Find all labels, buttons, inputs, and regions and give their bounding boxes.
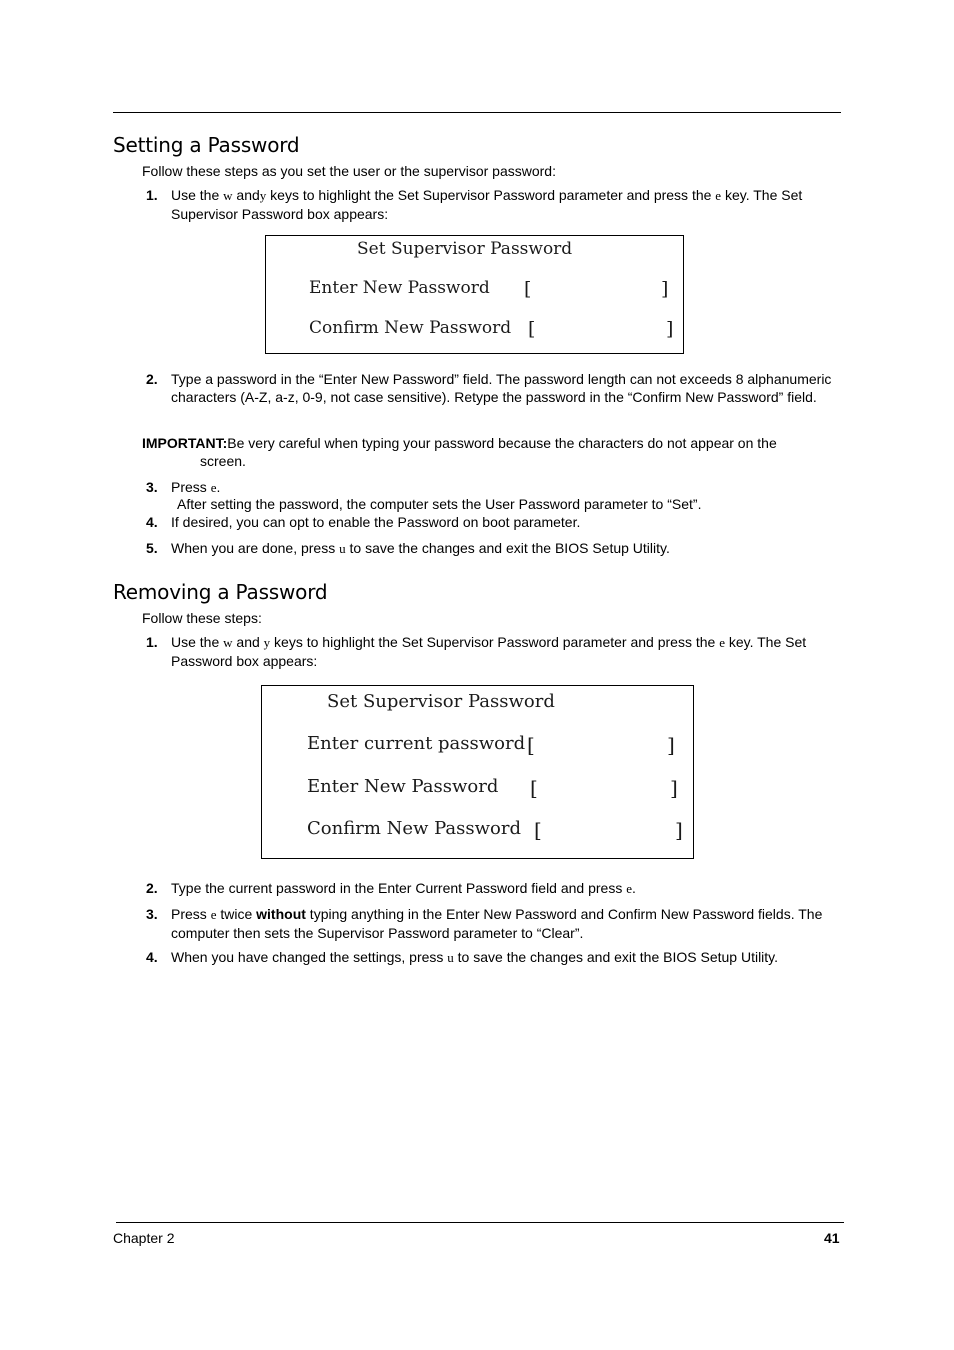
step-item	[146, 948, 838, 967]
step-item	[146, 879, 838, 898]
bios-field-close-bracket: ]	[670, 776, 678, 800]
key-glyph: u	[447, 950, 454, 965]
emphasis-text: without	[256, 906, 306, 922]
step-text: Press e twice without typing anything in the Enter New Password and Confirm New Password fields. The computer then sets the Supervisor Password parameter to “Clear”.	[171, 906, 823, 941]
step-item	[146, 513, 838, 531]
bios-field-open-bracket: [	[534, 818, 542, 842]
key-glyph: e	[715, 188, 722, 203]
bios-field-label: Confirm New Password	[309, 318, 512, 338]
key-glyph: w	[223, 188, 233, 203]
bios-field-label: Confirm New Password	[307, 818, 522, 839]
bios-set-password-box	[265, 235, 684, 354]
step-number: 3.	[146, 479, 158, 495]
page-number: 41	[824, 1230, 840, 1246]
step-item	[146, 539, 838, 558]
step-text: When you have changed the settings, press u to save the changes and exit the BIOS Setup Utility.	[171, 949, 779, 965]
bios-field-open-bracket: [	[530, 776, 538, 800]
step-number: 4.	[146, 949, 158, 965]
bios-field-close-bracket: ]	[675, 818, 683, 842]
section-heading-removing-password: Removing a Password	[113, 580, 328, 604]
bios-field-close-bracket: ]	[667, 733, 675, 757]
step-text: Type a password in the “Enter New Password” field. The password length can not exceeds 8 alphanumeric characters (A-Z, a-z, 0-9, not case sensitive). Retype the password in the “Confirm New Password” field.	[171, 371, 832, 405]
step-note: After setting the password, the computer sets the User Password parameter to “Set”.	[177, 496, 702, 512]
header-rule	[113, 112, 841, 113]
bios-field-open-bracket: [	[527, 733, 535, 757]
bios-set-password-box	[261, 685, 694, 859]
footer-rule	[116, 1222, 844, 1223]
step-text: Type the current password in the Enter Current Password field and press e.	[171, 880, 636, 896]
bios-box-title: Set Supervisor Password	[357, 239, 573, 259]
step-item	[146, 633, 838, 670]
important-text-continued: screen.	[200, 453, 246, 469]
step-number: 4.	[146, 514, 158, 530]
step-text: If desired, you can opt to enable the Password on boot parameter.	[171, 514, 581, 530]
key-glyph: u	[339, 541, 346, 556]
key-glyph: e	[210, 480, 217, 495]
bios-field-close-bracket: ]	[661, 278, 669, 300]
step-number: 2.	[146, 371, 158, 387]
footer-chapter-label: Chapter 2	[113, 1230, 175, 1246]
step-number: 5.	[146, 540, 158, 556]
key-glyph: e	[719, 635, 725, 650]
bios-box-title: Set Supervisor Password	[327, 691, 555, 712]
key-glyph: y	[263, 635, 271, 650]
step-item	[146, 905, 838, 942]
step-item	[146, 186, 838, 223]
important-text: Be very careful when typing your password because the characters do not appear on the	[227, 435, 777, 451]
step-item	[146, 370, 838, 406]
step-text: Press e.	[171, 479, 221, 495]
bios-field-label: Enter New Password	[307, 776, 499, 797]
bios-field-label: Enter current password	[307, 733, 526, 754]
key-glyph: w	[223, 635, 233, 650]
important-label: IMPORTANT:	[142, 435, 228, 451]
key-glyph: e	[210, 907, 217, 922]
step-number: 1.	[146, 187, 158, 203]
bios-field-open-bracket: [	[528, 318, 536, 340]
bios-field-open-bracket: [	[524, 278, 532, 300]
important-note	[142, 434, 812, 470]
section-heading-setting-password: Setting a Password	[113, 133, 300, 157]
step-number: 3.	[146, 906, 158, 922]
key-glyph: y	[259, 188, 267, 203]
step-text: Use the w and y keys to highlight the Set Supervisor Password parameter and press the e key. The Set Password box appears:	[171, 634, 807, 669]
bios-field-close-bracket: ]	[666, 318, 674, 340]
step-text: Use the w andy keys to highlight the Set Supervisor Password parameter and press the e key. The Set Supervisor Password box appears:	[171, 187, 803, 222]
step-number: 2.	[146, 880, 158, 896]
section-intro: Follow these steps:	[142, 610, 262, 626]
section-intro: Follow these steps as you set the user or the supervisor password:	[142, 163, 556, 179]
step-number: 1.	[146, 634, 158, 650]
key-glyph: e	[626, 881, 633, 896]
bios-field-label: Enter New Password	[309, 278, 490, 298]
step-text: When you are done, press u to save the changes and exit the BIOS Setup Utility.	[171, 540, 670, 556]
